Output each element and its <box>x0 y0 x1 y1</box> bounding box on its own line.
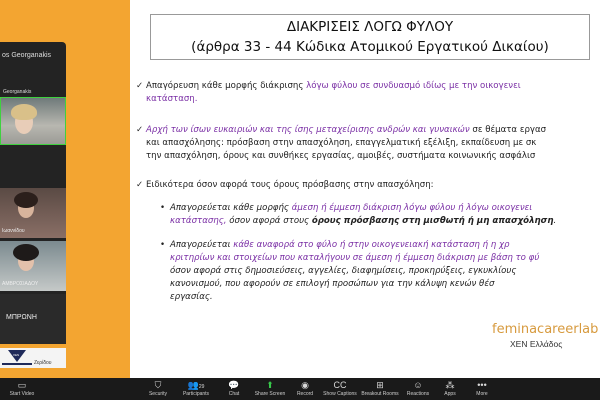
badge-text: ΧΕΝ <box>13 353 20 357</box>
show-captions-label: Show Captions <box>323 391 357 397</box>
tile-name: ΑΜΒΡΟΣΙΑΔΟΥ <box>2 281 39 287</box>
breakout-rooms-label: Breakout Rooms <box>361 391 399 397</box>
chat-icon: 💬 <box>228 380 240 390</box>
sub-bullet-2-line4 <box>170 278 494 291</box>
sub-bullet-2-text-4: κανονισμού, που αφορούν σε επιλογή προσώπων για την κάλυψη κενών θέσ <box>170 279 495 289</box>
apps-label: Apps <box>444 391 456 397</box>
more-button[interactable] <box>462 380 502 397</box>
check-icon: ✓ <box>136 125 144 135</box>
slide-title <box>150 14 590 60</box>
participants-count: 29 <box>198 384 205 390</box>
shield-icon: ⛉ <box>154 380 162 390</box>
check-icon: ✓ <box>136 180 144 190</box>
bullet-1-cont <box>146 93 197 106</box>
sub-bullet-1-highlight: άμεση ή έμμεση διάκριση λόγω φύλου ή λόγω οικογενει <box>291 203 533 213</box>
sub-bullet-2-line2 <box>170 252 539 265</box>
video-off-icon: ▭ <box>17 380 27 390</box>
sub-bullet-1 <box>160 202 532 215</box>
sub-bullet-2-highlight: κάθε αναφορά στο φύλο ή στην οικογενειακή κατάσταση ή η χρ <box>233 240 510 250</box>
participant-hair <box>13 244 39 261</box>
tile-name: Ζερίδου <box>34 360 52 366</box>
bullet-dot-icon: • <box>160 240 166 250</box>
video-tile-2[interactable] <box>0 188 66 238</box>
sub-bullet-1-line2 <box>170 215 556 228</box>
meeting-toolbar <box>0 378 600 400</box>
shared-slide <box>130 0 600 378</box>
sub-bullet-2-line5 <box>170 291 213 304</box>
sub-bullet-2-text-3: όσον αφορά στις δημοσιεύσεις, αγγελίες, διαφημίσεις, προκηρύξεις, εγκυκλίους <box>170 266 517 276</box>
video-tile-3[interactable] <box>0 241 66 291</box>
reactions-icon: ☺ <box>413 380 423 390</box>
bullet-1 <box>136 80 521 93</box>
breakout-rooms-button[interactable] <box>360 380 400 397</box>
sub-bullet-2-highlight-2: κριτηρίων και στοιχείων που καταλήγουν σε άμεση ή έμμεση διάκριση με βάση το φύ <box>170 253 540 263</box>
bullet-2 <box>136 124 546 137</box>
record-icon: ◉ <box>301 380 309 390</box>
tile-name: ΜΠΡΩΝΗ <box>6 314 37 321</box>
video-tile-logo[interactable] <box>0 348 66 368</box>
sub-bullet-1-bold: όρους πρόσβασης στη μισθωτή ή μη απασχόληση <box>311 216 554 226</box>
bullet-2-highlight: Αρχή των ίσων ευκαιριών και της ίσης μεταχείρισης ανδρών και γυναικών <box>146 125 470 135</box>
participant-hair <box>14 192 38 208</box>
xen-logo-icon <box>0 348 66 368</box>
more-label: More <box>476 391 488 397</box>
sub-bullet-1-text: Απαγορεύεται κάθε μορφής <box>170 203 292 213</box>
start-video-button[interactable] <box>2 380 42 397</box>
show-captions-button[interactable] <box>320 380 360 397</box>
bullet-3-text: Ειδικότερα όσον αφορά τους όρους πρόσβασης στην απασχόληση: <box>146 180 434 190</box>
tile-name: Ιωαννίδου <box>2 228 25 234</box>
chat-label: Chat <box>228 391 240 397</box>
share-screen-button[interactable] <box>250 380 290 397</box>
participants-button[interactable] <box>176 380 216 397</box>
bullet-1-highlight-cont: κατάσταση. <box>146 94 198 104</box>
security-button[interactable] <box>138 380 178 397</box>
sub-bullet-2-text-5: εργασίας. <box>170 292 213 302</box>
video-tile-4[interactable] <box>0 294 66 344</box>
participants-label: Participants <box>182 391 210 397</box>
share-screen-label: Share Screen <box>254 391 286 397</box>
security-label: Security <box>148 391 168 397</box>
apps-icon: ⁂ <box>445 380 455 390</box>
bullet-1-text: Απαγόρευση κάθε μορφής διάκρισης <box>146 81 307 91</box>
record-label: Record <box>296 391 314 397</box>
start-video-label: Start Video <box>9 391 35 397</box>
sub-bullet-1-end: . <box>553 216 557 226</box>
share-screen-icon: ⬆ <box>266 380 274 390</box>
reactions-label: Reactions <box>406 391 430 397</box>
captions-icon: CC <box>333 380 347 390</box>
participant-panel <box>0 42 66 366</box>
bullet-1-highlight: λόγω φύλου σε συνδυασμό ιδίως με την οικογενει <box>306 81 521 91</box>
slide-title-line1: ΔΙΑΚΡΙΣΕΙΣ ΛΟΓΩ ΦΥΛΟΥ <box>286 19 454 35</box>
feminacareerlab-logo: feminacareerlab <box>492 322 599 337</box>
bullet-2-line3 <box>146 150 535 163</box>
sub-bullet-2 <box>160 239 510 252</box>
bullet-2-text-3: την απασχόληση, όρους και συνθήκες εργασίας, αμοιβές, συστήματα κοινωνικής ασφάλισ <box>146 151 536 161</box>
sub-bullet-1-highlight-cont: κατάστασης, <box>170 216 227 226</box>
participants-icon: 👥29 <box>187 380 205 390</box>
sub-bullet-2-line3 <box>170 265 516 278</box>
record-button[interactable] <box>285 380 325 397</box>
bullet-dot-icon: • <box>160 203 166 213</box>
slide-title-line2: (άρθρα 33 - 44 Κώδικα Ατομικού Εργατικού Δικαίου) <box>191 39 549 55</box>
logo-subtitle: ΧΕΝ Ελλάδος <box>510 339 563 349</box>
tile-name: Georganakis <box>3 89 32 95</box>
panel-header-name: os Georganakis <box>2 52 52 59</box>
check-icon: ✓ <box>136 81 144 91</box>
participant-hair <box>11 104 37 120</box>
sub-bullet-2-text: Απαγορεύεται <box>170 240 234 250</box>
video-tile-georganakis[interactable] <box>0 89 66 145</box>
bullet-2-text-2: και απασχόλησης: πρόσβαση στην απασχόληση, επαγγελματική εξέλιξη, εκπαίδευση με σκ <box>146 138 537 148</box>
bullet-2-text: σε θέματα εργασ <box>469 125 547 135</box>
more-icon: ••• <box>477 380 487 390</box>
bullet-3 <box>136 179 434 192</box>
sub-bullet-1-text-2: όσον αφορά στους <box>226 216 312 226</box>
bullet-2-line2 <box>146 137 536 150</box>
breakout-rooms-icon: ⊞ <box>376 380 384 390</box>
chat-button[interactable] <box>214 380 254 397</box>
